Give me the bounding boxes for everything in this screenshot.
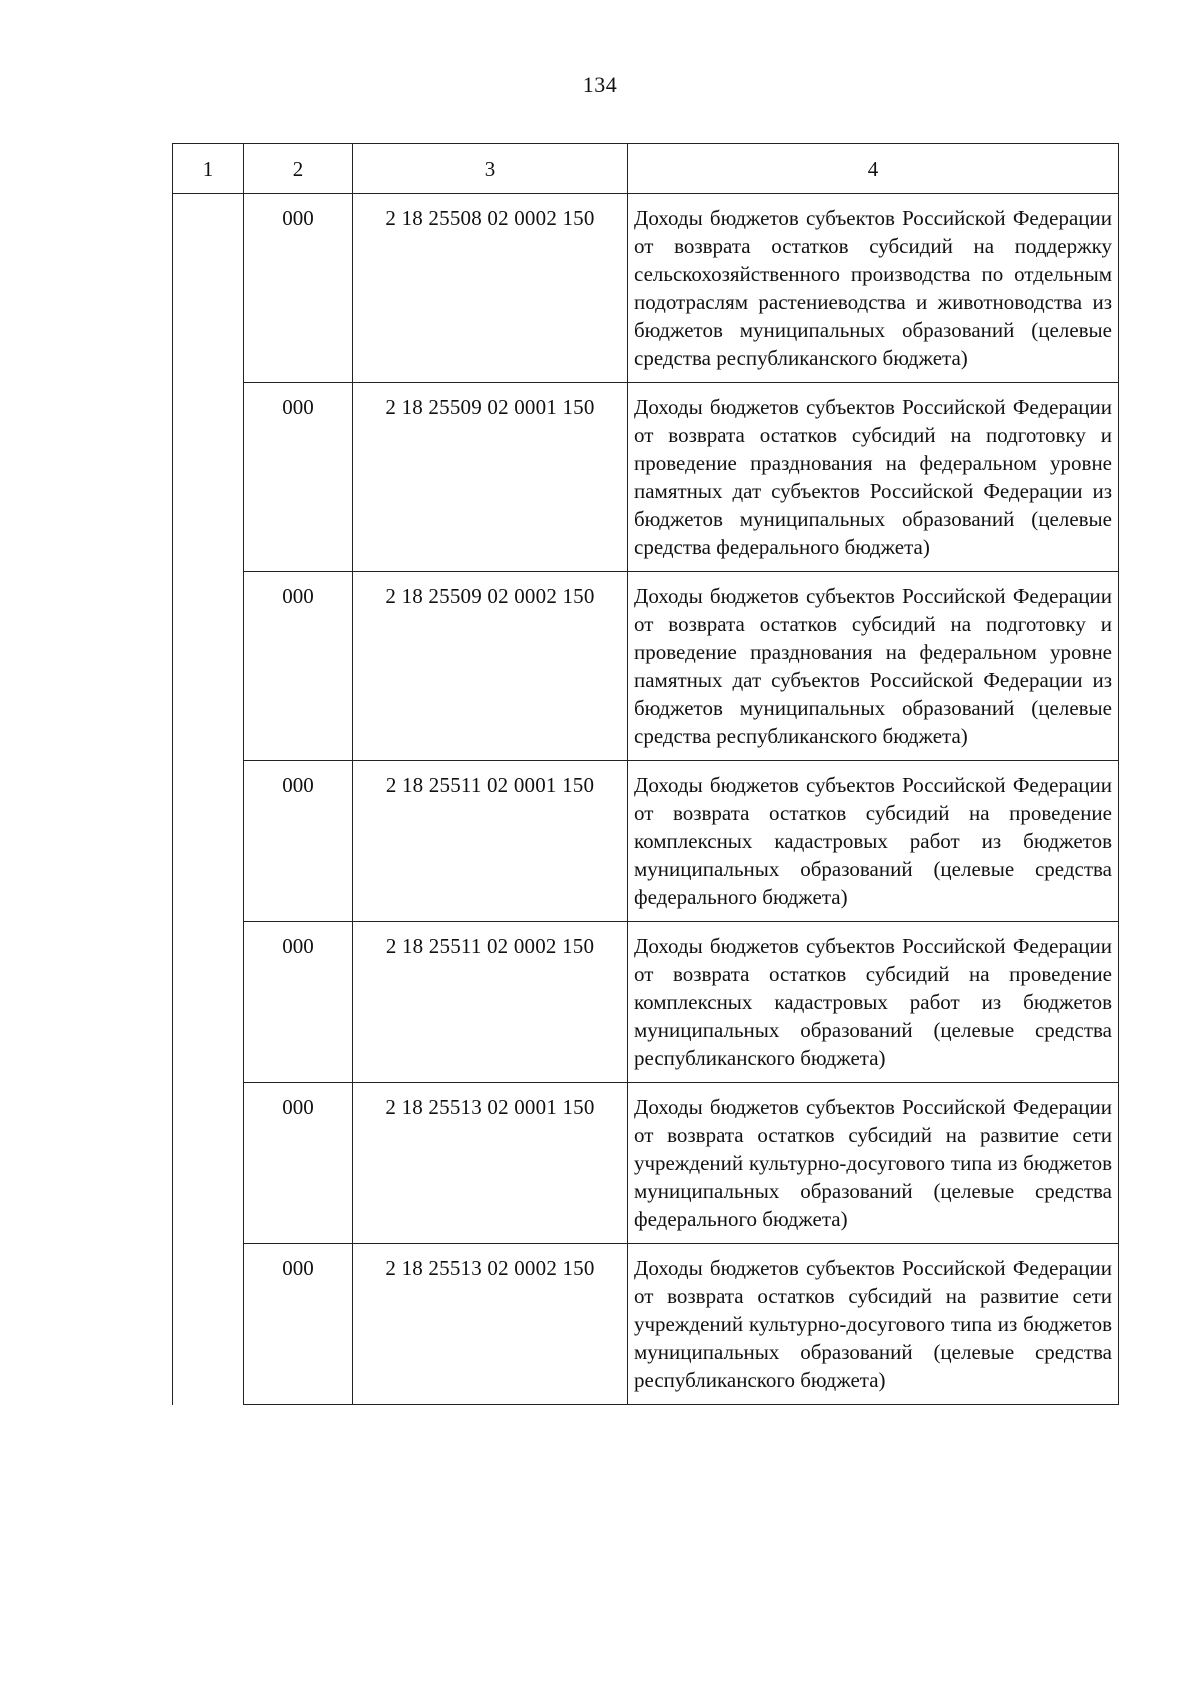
table-header-row [173,144,1119,194]
description-cell: Доходы бюджетов субъектов Российской Федерации от возврата остатков субсидий на проведение комплексных кадастровых работ из бюджетов муниципальных образований (целевые средства республиканского бюджета) [628,922,1119,1083]
description-cell: Доходы бюджетов субъектов Российской Федерации от возврата остатков субсидий на развитие сети учреждений культурно-досугового типа из бюджетов муниципальных образований (целевые средства республиканского бюджета) [628,1244,1119,1405]
column-header-2: 2 [244,144,353,194]
description-cell: Доходы бюджетов субъектов Российской Федерации от возврата остатков субсидий на развитие сети учреждений культурно-досугового типа из бюджетов муниципальных образований (целевые средства федерального бюджета) [628,1083,1119,1244]
table-row [173,922,1119,1083]
description-cell: Доходы бюджетов субъектов Российской Федерации от возврата остатков субсидий на подготовку и проведение празднования на федеральном уровне памятных дат субъектов Российской Федерации из бюджетов муниципальных образований (целевые средства республиканского бюджета) [628,572,1119,761]
admin-code-cell: 000 [244,194,353,383]
column-header-1: 1 [173,144,244,194]
kbk-code-cell: 2 18 25511 02 0001 150 [353,761,628,922]
budget-codes-table [172,143,1119,1405]
page-number: 134 [582,72,618,97]
kbk-code-cell: 2 18 25513 02 0001 150 [353,1083,628,1244]
admin-code-cell: 000 [244,761,353,922]
column-header-3: 3 [353,144,628,194]
admin-code-cell: 000 [244,922,353,1083]
description-cell: Доходы бюджетов субъектов Российской Федерации от возврата остатков субсидий на поддержку сельскохозяйственного производства по отдельным подотраслям растениеводства и животноводства из бюджетов муниципальных образований (целевые средства республиканского бюджета) [628,194,1119,383]
table-row [173,761,1119,922]
admin-code-cell: 000 [244,572,353,761]
kbk-code-cell: 2 18 25513 02 0002 150 [353,1244,628,1405]
admin-code-cell: 000 [244,1244,353,1405]
table-row [173,194,1119,383]
column-1-cell [173,194,244,1405]
kbk-code-cell: 2 18 25509 02 0001 150 [353,383,628,572]
kbk-code-cell: 2 18 25508 02 0002 150 [353,194,628,383]
kbk-code-cell: 2 18 25509 02 0002 150 [353,572,628,761]
column-header-4: 4 [628,144,1119,194]
table-row [173,1083,1119,1244]
table-row [173,572,1119,761]
description-cell: Доходы бюджетов субъектов Российской Федерации от возврата остатков субсидий на подготовку и проведение празднования на федеральном уровне памятных дат субъектов Российской Федерации из бюджетов муниципальных образований (целевые средства федерального бюджета) [628,383,1119,572]
admin-code-cell: 000 [244,383,353,572]
admin-code-cell: 000 [244,1083,353,1244]
table-row [173,1244,1119,1405]
table-row [173,383,1119,572]
kbk-code-cell: 2 18 25511 02 0002 150 [353,922,628,1083]
description-cell: Доходы бюджетов субъектов Российской Федерации от возврата остатков субсидий на проведение комплексных кадастровых работ из бюджетов муниципальных образований (целевые средства федерального бюджета) [628,761,1119,922]
